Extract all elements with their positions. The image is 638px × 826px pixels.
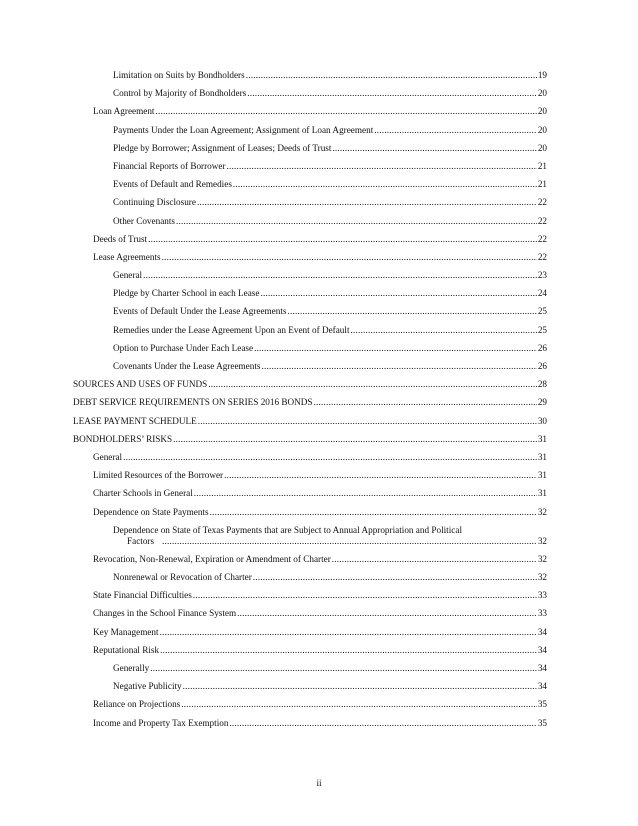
dot-leader <box>150 663 537 674</box>
toc-entry-page: 30 <box>537 415 547 426</box>
dot-leader <box>160 627 537 638</box>
toc-entry[interactable] <box>73 434 547 445</box>
dot-leader <box>123 452 537 463</box>
toc-entry[interactable] <box>73 572 547 583</box>
toc-entry-page: 33 <box>537 590 547 601</box>
toc-entry-page: 21 <box>537 179 547 190</box>
toc-entry-page: 35 <box>537 699 547 710</box>
dot-leader <box>208 379 537 390</box>
toc-entry[interactable] <box>73 663 547 674</box>
toc-entry-page: 26 <box>537 361 547 371</box>
dot-leader <box>183 681 537 692</box>
toc-entry-page: 34 <box>537 644 547 655</box>
toc-entry-title: General <box>93 451 123 462</box>
toc-entry-page: 31 <box>537 470 547 481</box>
toc-entry-page: 28 <box>537 379 547 390</box>
toc-entry[interactable] <box>73 525 547 547</box>
toc-entry[interactable] <box>73 70 547 81</box>
toc-entry-title: Option to Purchase Under Each Lease <box>113 342 254 353</box>
toc-entry-page: 35 <box>537 717 547 728</box>
toc-entry-title: Dependence on State Payments <box>93 506 209 517</box>
toc-entry-page: 20 <box>537 88 547 99</box>
dot-leader <box>246 70 537 81</box>
toc-entry[interactable] <box>73 590 547 601</box>
toc-entry[interactable] <box>73 179 547 190</box>
dot-leader <box>374 125 537 136</box>
toc-entry-title: Charter Schools in General <box>93 488 193 499</box>
toc-entry-title: State Financial Difficulties <box>93 590 192 601</box>
toc-entry-title: SOURCES AND USES OF FUNDS <box>73 379 208 390</box>
toc-entry-title: Continuing Disclosure <box>113 197 196 208</box>
dot-leader <box>229 718 536 729</box>
toc-entry-page: 26 <box>537 342 547 353</box>
dot-leader <box>260 288 536 299</box>
toc-entry-page: 22 <box>537 233 547 244</box>
toc-entry-page: 32 <box>537 572 547 583</box>
dot-leader <box>332 554 537 565</box>
dot-leader <box>162 252 537 263</box>
toc-entry-title: Loan Agreement <box>93 106 155 117</box>
toc-entry-title: Key Management <box>93 626 159 637</box>
toc-entry-page: 21 <box>537 160 547 171</box>
toc-entry-page: 34 <box>537 681 547 692</box>
toc-entry[interactable] <box>73 452 547 463</box>
toc-entry-page: 32 <box>537 506 547 517</box>
dot-leader <box>148 234 537 245</box>
dot-leader <box>237 608 537 619</box>
toc-entry-title: Dependence on State of Texas Payments that are Subject to Annual Appropriation and Political <box>113 524 462 535</box>
toc-entry-title: LEASE PAYMENT SCHEDULE <box>73 415 197 426</box>
dot-leader <box>194 488 537 499</box>
toc-entry-page: 31 <box>537 433 547 444</box>
toc-entry-title: Remedies under the Lease Agreement Upon an Event of Default <box>113 324 350 335</box>
toc-entry-page: 22 <box>537 215 547 226</box>
toc-entry-title: Income and Property Tax Exemption <box>93 717 229 728</box>
toc-entry[interactable] <box>73 88 547 99</box>
toc-entry-title: Nonrenewal or Revocation of Charter <box>113 572 252 583</box>
toc-entry-title: Revocation, Non-Renewal, Expiration or Amendment of Charter <box>93 553 331 564</box>
toc-entry[interactable] <box>73 554 547 565</box>
dot-leader <box>176 216 537 227</box>
toc-entry-page: 32 <box>537 553 547 564</box>
toc-entry-page: 20 <box>537 106 547 117</box>
toc-entry[interactable] <box>73 288 547 299</box>
toc-entry-page: 29 <box>537 397 547 408</box>
toc-entry[interactable] <box>73 106 547 117</box>
toc-entry[interactable] <box>73 197 547 208</box>
toc-entry-title: Pledge by Charter School in each Lease <box>113 288 260 299</box>
toc-entry-title: DEBT SERVICE REQUIREMENTS ON SERIES 2016 BONDS <box>73 397 313 408</box>
dot-leader <box>155 106 536 117</box>
dot-leader <box>162 536 537 547</box>
toc-entry-title: Changes in the School Finance System <box>93 608 237 619</box>
dot-leader <box>143 270 537 281</box>
toc-entry-title: Reputational Risk <box>93 644 160 655</box>
toc-entry[interactable] <box>73 234 547 245</box>
dot-leader <box>193 590 537 601</box>
toc-entry[interactable] <box>73 143 547 154</box>
dot-leader <box>351 325 537 336</box>
toc-entry[interactable] <box>73 416 547 427</box>
toc-entry[interactable] <box>73 252 547 263</box>
toc-entry[interactable] <box>73 397 547 408</box>
dot-leader <box>181 699 537 710</box>
toc-entry[interactable] <box>73 325 547 336</box>
toc-entry-page: 22 <box>537 251 547 262</box>
toc-entry[interactable] <box>73 681 547 692</box>
dot-leader <box>332 143 536 154</box>
toc-entry[interactable] <box>73 125 547 136</box>
toc-entry-title: Financial Reports of Borrower <box>113 160 226 171</box>
dot-leader <box>254 343 537 354</box>
toc-entry[interactable] <box>73 470 547 481</box>
toc-entry-title: Events of Default Under the Lease Agreements <box>113 306 287 317</box>
toc-entry[interactable] <box>73 645 547 656</box>
toc-entry[interactable] <box>73 627 547 638</box>
dot-leader <box>247 88 537 99</box>
toc-entry-title: Reliance on Projections <box>93 699 181 710</box>
toc-entry[interactable] <box>73 161 547 172</box>
toc-entry-title: Limited Resources of the Borrower <box>93 470 224 481</box>
toc-entry-page: 25 <box>537 306 547 317</box>
toc-entry-title: Covenants Under the Lease Agreements <box>113 361 261 371</box>
toc-entry-title: Payments Under the Loan Agreement; Assignment of Loan Agreement <box>113 124 374 135</box>
toc-entry-page: 25 <box>537 324 547 335</box>
toc-entry-page: 19 <box>537 70 547 80</box>
page-number: ii <box>316 778 322 788</box>
dot-leader <box>224 470 537 481</box>
toc-entry[interactable] <box>73 306 547 317</box>
toc-entry-title-continued: Factors <box>127 535 155 546</box>
dot-leader <box>314 397 537 408</box>
toc-entry[interactable] <box>73 270 547 281</box>
toc-entry-page: 32 <box>537 535 547 546</box>
dot-leader <box>197 197 537 208</box>
dot-leader <box>261 361 536 372</box>
table-of-contents <box>73 70 547 736</box>
dot-leader <box>287 306 536 317</box>
toc-entry[interactable] <box>73 608 547 619</box>
toc-entry-title: Deeds of Trust <box>93 233 148 244</box>
toc-entry-title: Limitation on Suits by Bondholders <box>113 70 245 80</box>
toc-entry-title: General <box>113 270 143 281</box>
toc-entry-page: 22 <box>537 197 547 208</box>
toc-entry-title: Other Covenants <box>113 215 176 226</box>
toc-entry-title: Negative Publicity <box>113 681 182 692</box>
toc-entry-page: 23 <box>537 270 547 281</box>
toc-entry-title: BONDHOLDERS’ RISKS <box>73 433 173 444</box>
toc-entry[interactable] <box>73 379 547 390</box>
toc-entry-title: Lease Agreements <box>93 251 161 262</box>
toc-entry-title: Control by Majority of Bondholders <box>113 88 247 99</box>
dot-leader <box>227 161 537 172</box>
dot-leader <box>233 179 537 190</box>
toc-entry-title: Pledge by Borrower; Assignment of Leases; Deeds of Trust <box>113 142 332 153</box>
dot-leader <box>198 416 537 427</box>
toc-entry[interactable] <box>73 216 547 227</box>
toc-entry[interactable] <box>73 361 547 372</box>
toc-entry-title: Events of Default and Remedies <box>113 179 232 190</box>
toc-entry-page: 24 <box>537 288 547 299</box>
dot-leader <box>253 572 537 583</box>
toc-entry-page: 33 <box>537 608 547 619</box>
toc-entry[interactable] <box>73 343 547 354</box>
toc-entry[interactable] <box>73 699 547 710</box>
toc-entry-page: 20 <box>537 142 547 153</box>
toc-entry-title: Generally <box>113 663 150 673</box>
toc-entry-page: 34 <box>537 663 547 673</box>
toc-entry[interactable] <box>73 488 547 499</box>
toc-entry-page: 20 <box>537 124 547 135</box>
dot-leader <box>210 507 537 518</box>
toc-entry-page: 34 <box>537 626 547 637</box>
toc-entry-page: 31 <box>537 488 547 499</box>
toc-entry-page: 31 <box>537 451 547 462</box>
dot-leader <box>173 434 537 445</box>
toc-entry[interactable] <box>73 718 547 729</box>
toc-entry[interactable] <box>73 507 547 518</box>
dot-leader <box>160 645 537 656</box>
